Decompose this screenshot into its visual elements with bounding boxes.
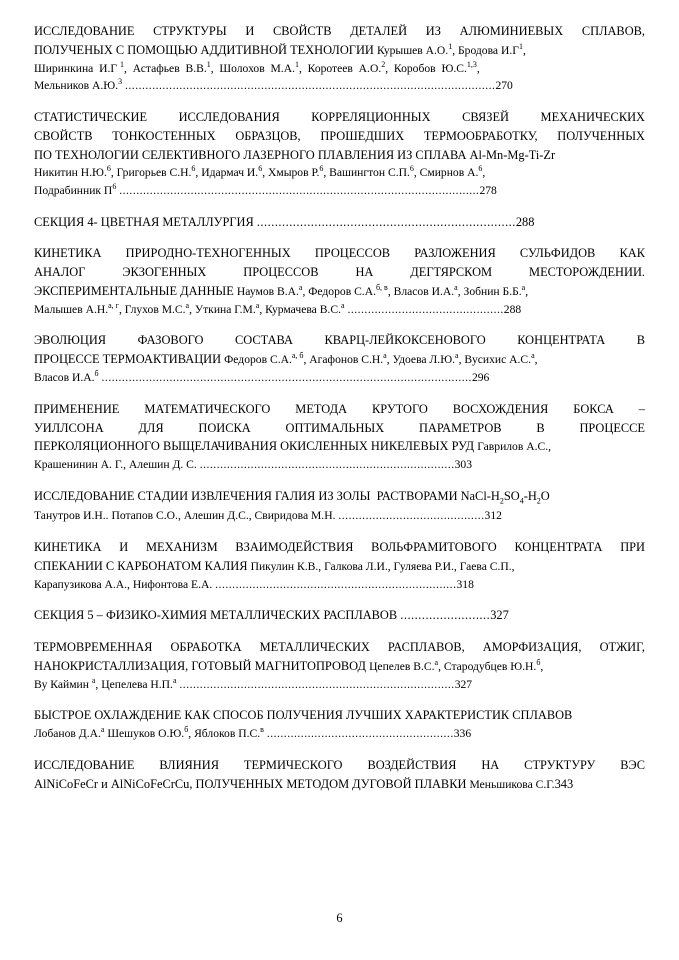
toc-entry-page: 288 bbox=[503, 302, 522, 316]
toc-entry-title-cont: НАНОКРИСТАЛЛИЗАЦИЯ, ГОТОВЫЙ МАГНИТОПРОВОД Цепелев В.С.$^а$, Стародубцев Ю.Н.$^б$, bbox=[34, 657, 544, 673]
toc-entry-title: КИНЕТИКА И МЕХАНИЗМ ВЗАИМОДЕЙСТВИЯ ВОЛЬФРАМИТОВОГО КОНЦЕНТРАТА ПРИ bbox=[34, 540, 645, 555]
toc-entry-title: ИССЛЕДОВАНИЕ ВЛИЯНИЯ ТЕРМИЧЕСКОГО ВОЗДЕЙСТВИЯ НА СТРУКТУРУ ВЭС bbox=[34, 757, 645, 772]
toc-entry[interactable] bbox=[34, 244, 645, 318]
toc-section-page: 327 bbox=[490, 608, 509, 623]
toc-entry-title: БЫСТРОЕ ОХЛАЖДЕНИЕ КАК СПОСОБ ПОЛУЧЕНИЯ ЛУЧШИХ ХАРАКТЕРИСТИК СПЛАВОВ bbox=[34, 708, 573, 723]
toc-section-heading[interactable]: СЕКЦИЯ 5 – ФИЗИКО-ХИМИЯ МЕТАЛЛИЧЕСКИХ РАСПЛАВОВ .........................327 bbox=[34, 608, 509, 623]
toc-entry-authors-cont: Подрабинник $П^6$ ..........................................................................................................278 bbox=[34, 182, 497, 198]
toc-entry[interactable] bbox=[34, 706, 645, 742]
toc-entry-page: 327 bbox=[454, 677, 473, 691]
toc-entry-page: 318 bbox=[456, 577, 474, 591]
toc-section-title: СЕКЦИЯ 4- ЦВЕТНАЯ МЕТАЛЛУРГИЯ bbox=[34, 214, 254, 229]
toc-entry-title-cont: АНАЛОГ ЭКЗОГЕННЫХ ПРОЦЕССОВ НА ДЕГТЯРСКОМ МЕСТОРОЖДЕНИИ. bbox=[34, 265, 645, 280]
toc-entry-title: КИНЕТИКА ПРИРОДНО-ТЕХНОГЕННЫХ ПРОЦЕССОВ РАЗЛОЖЕНИЯ СУЛЬФИДОВ КАК bbox=[34, 246, 645, 261]
toc-entry-page: 270 bbox=[495, 79, 513, 93]
toc-entry[interactable] bbox=[34, 400, 645, 474]
toc-entry-authors-cont: Малышев А.Н.$^{а, г}$, Глухов М.С.$^а$, Уткина Г.М.$^а$, Курмачева В.С.$^а$ ..............................................288 bbox=[34, 300, 522, 316]
toc-entry[interactable] bbox=[34, 331, 645, 386]
toc-entry[interactable] bbox=[34, 538, 645, 593]
toc-entry-title-cont2: ПЕРКОЛЯЦИОННОГО ВЫЩЕЛАЧИВАНИЯ ОКИСЛЕННЫХ НИКЕЛЕВЫХ РУД Гаврилов А.С., bbox=[34, 439, 552, 454]
toc-entry-title: ИССЛЕДОВАНИЕ СТРУКТУРЫ И СВОЙСТВ ДЕТАЛЕЙ ИЗ АЛЮМИНИЕВЫХ СПЛАВОВ, bbox=[34, 24, 645, 38]
toc-section-heading[interactable]: СЕКЦИЯ 4- ЦВЕТНАЯ МЕТАЛЛУРГИЯ ........................................................................288 bbox=[34, 214, 535, 229]
toc-entry-title: ИССЛЕДОВАНИЕ СТАДИИ ИЗВЛЕЧЕНИЯ ГАЛИЯ ИЗ ЗОЛЫ РАСТВОРАМИ NaCl-$H_2SO_4-H_2O$ bbox=[34, 488, 550, 506]
toc-entry[interactable] bbox=[34, 108, 645, 200]
toc-entry-authors: Пикулин К.В., Галкова Л.И., Гуляева Р.И., Гаева С.П., bbox=[250, 559, 515, 573]
toc-entry-authors: Меньшикова С.Г. bbox=[469, 777, 555, 791]
toc-entry-page: 296 bbox=[471, 371, 490, 385]
toc-entry-title-cont: ПРОЦЕССЕ ТЕРМОАКТИВАЦИИ Федоров С.А.$^{а, б}$, Агафонов С.Н.$^а$, Удоева Л.Ю.$^а$, Вусихис А.С.$^а$, bbox=[34, 351, 538, 367]
toc-entry[interactable] bbox=[34, 756, 645, 794]
toc-entry-authors: Гаврилов А.С., bbox=[477, 440, 552, 454]
toc-entry-authors: Никитин Н.Ю.$^6$, Григорьев С.Н.$^6$, Идармач И.$^6$, Хмыров Р.$^6$, Вашингтон С.П.$^6$, Смирнов А.$^6$, bbox=[34, 164, 486, 180]
toc-entry-title: ЭВОЛЮЦИЯ ФАЗОВОГО СОСТАВА КВАРЦ-ЛЕЙКОКСЕНОВОГО КОНЦЕНТРАТА В bbox=[34, 333, 645, 348]
toc-entry-authors-cont: Карапузикова А.А., Нифонтова Е.А. .......................................................................318 bbox=[34, 577, 474, 591]
toc-entry-title-cont: УИЛЛСОНА ДЛЯ ПОИСКА ОПТИМАЛЬНЫХ ПАРАМЕТРОВ В ПРОЦЕССЕ bbox=[34, 420, 645, 435]
toc-entry-authors-cont: Власов И.А.$^б$ .............................................................................................................296 bbox=[34, 369, 490, 385]
toc-entry-page: 278 bbox=[479, 184, 497, 198]
page-number: 6 bbox=[336, 911, 343, 925]
toc-entry-authors: Наумов В.А.$^а$, Федоров С.А.$^{б, в}$, Власов И.А.$^а$, Зобнин Б.Б.$^а$, bbox=[236, 283, 529, 298]
toc-entry-authors: Лобанов Д.А.$^а$ Шешуков О.Ю.$^б$, Яблоков П.С.$^в$ .......................................................336 bbox=[34, 725, 472, 741]
toc-entry-page: 312 bbox=[484, 509, 502, 523]
toc-entry-title: СТАТИСТИЧЕСКИЕ ИССЛЕДОВАНИЯ КОРРЕЛЯЦИОННЫХ СВЯЗЕЙ МЕХАНИЧЕСКИХ bbox=[34, 109, 645, 124]
toc-entry[interactable] bbox=[34, 487, 645, 525]
toc-entry-title-cont: СВОЙСТВ ТОНКОСТЕННЫХ ОБРАЗЦОВ, ПРОШЕДШИХ ТЕРМООБРАБОТКУ, ПОЛУЧЕННЫХ bbox=[34, 128, 645, 143]
toc-entry-page: 336 bbox=[453, 727, 472, 741]
toc-entry-title-cont: AlNiCoFeCr и AlNiCoFeCrCu, ПОЛУЧЕННЫХ МЕТОДОМ ДУГОВОЙ ПЛАВКИ Меньшикова С.Г.343 bbox=[34, 776, 574, 791]
toc-entry-title: ПРИМЕНЕНИЕ МАТЕМАТИЧЕСКОГО МЕТОДА КРУТОГО ВОСХОЖДЕНИЯ БОКСА – bbox=[34, 401, 645, 416]
toc-entry-authors-cont: Крашенинин А. Г., Алешин Д. С. ...........................................................................303 bbox=[34, 458, 472, 472]
toc-entry-authors-cont: Ву Каймин $^а$, Цепелева Н.П.$^а$ .................................................................................327 bbox=[34, 675, 473, 691]
toc-entry-authors: Федоров С.А.$^{а, б}$, Агафонов С.Н.$^а$, Удоева Л.Ю.$^а$, Вусихис А.С.$^а$, bbox=[224, 351, 538, 367]
toc-entry-title-cont: СПЕКАНИИ С КАРБОНАТОМ КАЛИЯ Пикулин К.В., Галкова Л.И., Гуляева Р.И., Гаева С.П., bbox=[34, 558, 515, 573]
toc-entry-title-cont2: ПО ТЕХНОЛОГИИ СЕЛЕКТИВНОГО ЛАЗЕРНОГО ПЛАВЛЕНИЯ ИЗ СПЛАВА Al-Mn-Mg-Ti-Zr bbox=[34, 147, 556, 162]
toc-entry-page: 343 bbox=[554, 776, 574, 791]
toc-entry[interactable] bbox=[34, 22, 645, 95]
toc-section-page: 288 bbox=[515, 214, 535, 229]
toc-entry-authors: Танутров И.Н.. Потапов С.О., Алешин Д.С., Свиридова М.Н. ...........................................312 bbox=[34, 509, 502, 523]
toc-entry-title: ТЕРМОВРЕМЕННАЯ ОБРАБОТКА МЕТАЛЛИЧЕСКИХ РАСПЛАВОВ, АМОРФИЗАЦИЯ, ОТЖИГ, bbox=[34, 639, 645, 654]
toc-entry-authors: Курышев А.О.$^1$, Бродова $И.Г^1$, bbox=[376, 41, 526, 57]
toc-entry[interactable] bbox=[34, 638, 645, 693]
toc-entry-title-cont: ПОЛУЧЕНЫХ С ПОМОЩЬЮ АДДИТИВНОЙ ТЕХНОЛОГИИ Курышев А.О.$^1$, Бродова $И.Г^1$, bbox=[34, 41, 526, 57]
toc-entry-authors-cont: Ширинкина И.Г $^1$, Астафьев В.В.$^1$, Шолохов М.А.$^1$, Коротеев А.О.$^2$, Коробов Ю.С.$^{1,3}$, bbox=[34, 59, 480, 75]
toc-entry-authors: Цепелев В.С.$^а$, Стародубцев Ю.Н.$^б$, bbox=[369, 657, 544, 673]
toc-entry-authors-cont2: Мельников А.Ю.$^3$ .............................................................................................................270 bbox=[34, 77, 513, 93]
toc-section-title: СЕКЦИЯ 5 – ФИЗИКО-ХИМИЯ МЕТАЛЛИЧЕСКИХ РАСПЛАВОВ bbox=[34, 608, 398, 623]
toc-entry-page: 303 bbox=[454, 458, 472, 472]
toc-entry-title-cont2: ЭКСПЕРИМЕНТАЛЬНЫЕ ДАННЫЕ Наумов В.А.$^а$, Федоров С.А.$^{б, в}$, Власов И.А.$^а$, Зобнин Б.Б.$^а$, bbox=[34, 283, 529, 298]
